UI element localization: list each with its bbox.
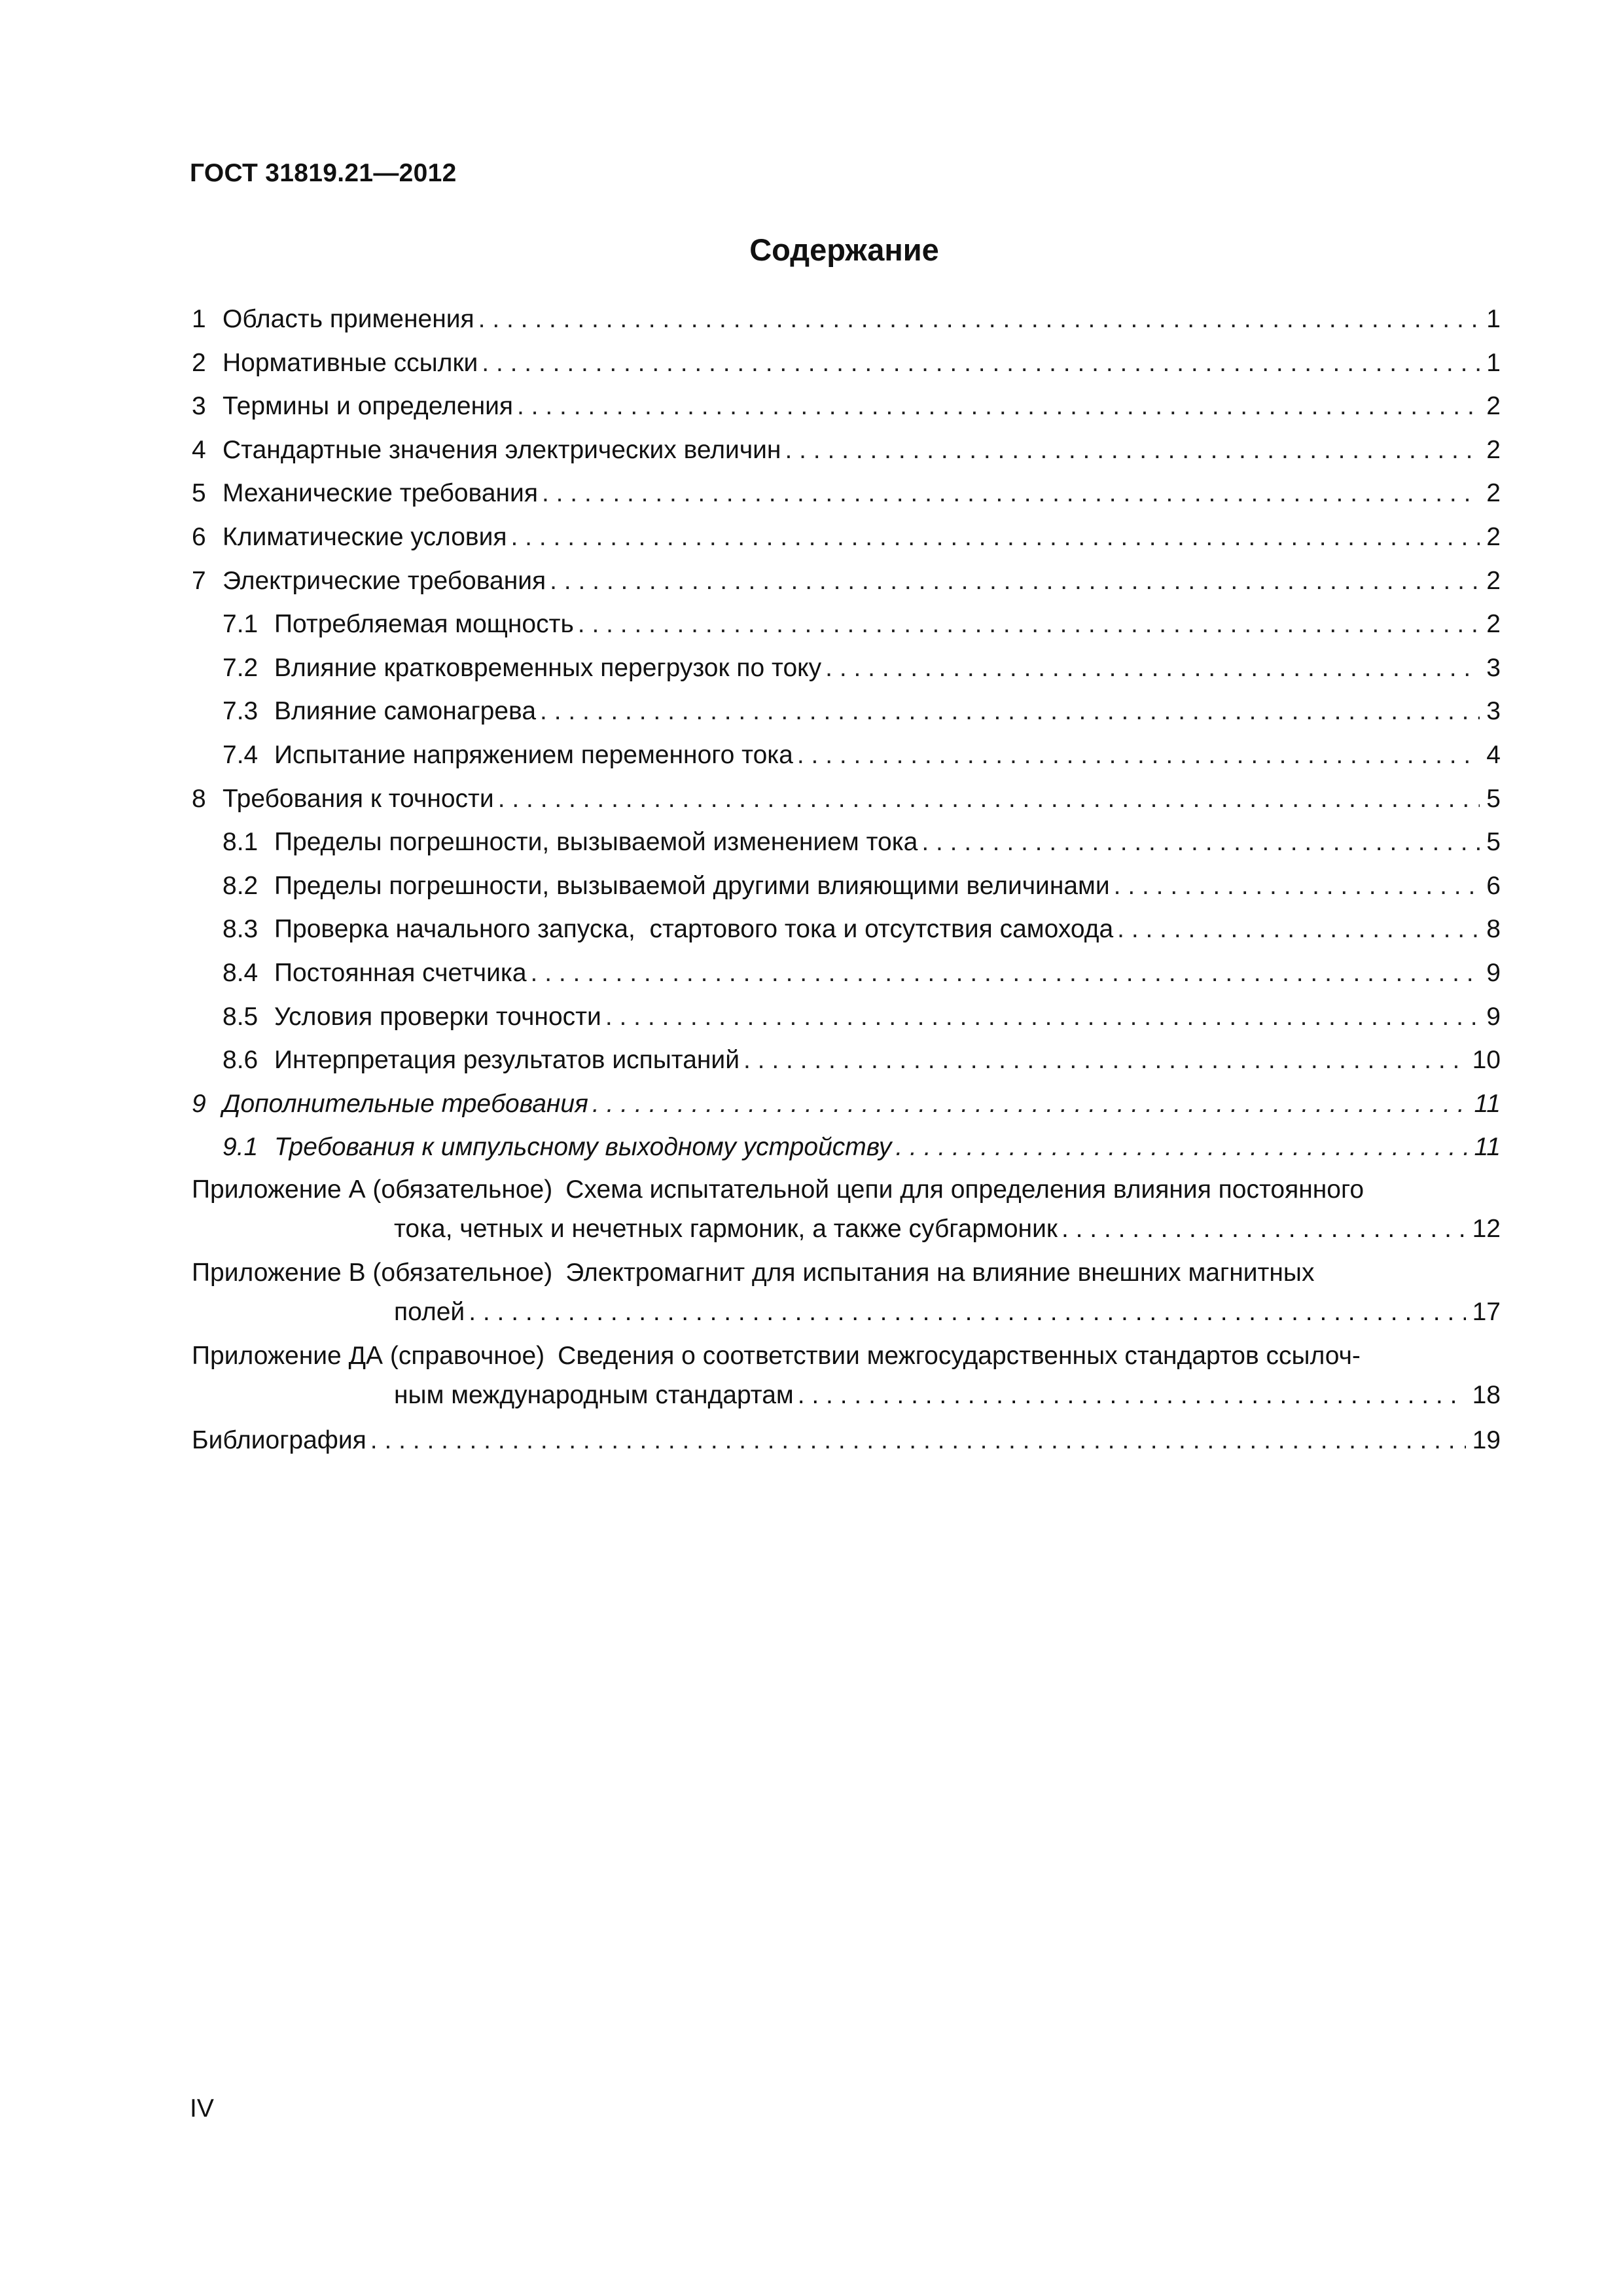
toc-entry-title: Механические требования xyxy=(223,479,538,508)
toc-entry-title: Электрические требования xyxy=(223,566,546,595)
toc-entry-page: 1 xyxy=(1486,305,1501,333)
toc-entry-number: 8.4 xyxy=(223,958,259,987)
toc-entry-number: 2 xyxy=(192,348,206,377)
page-folio: IV xyxy=(190,2094,214,2123)
toc-entry-title: Пределы погрешности, вызываемой другими влияющими величинами xyxy=(274,871,1110,900)
toc-subentry[interactable] xyxy=(192,647,1501,691)
toc-entry-title: Постоянная счетчика xyxy=(274,958,527,987)
leader-dots xyxy=(592,1083,1468,1126)
appendix-label: Приложение ДА (справочное) xyxy=(192,1341,545,1370)
leader-dots xyxy=(605,996,1480,1039)
leader-dots xyxy=(1114,865,1480,908)
toc-entry-page: 9 xyxy=(1486,958,1501,987)
toc-entry-page: 2 xyxy=(1486,522,1501,551)
document-code: ГОСТ 31819.21—2012 xyxy=(190,159,457,187)
toc-entry-number: 7 xyxy=(192,566,206,595)
toc-subentry[interactable] xyxy=(192,690,1501,734)
toc-entry-number: 6 xyxy=(192,522,206,551)
toc-appendix-entry[interactable] xyxy=(192,1336,1501,1417)
toc-entry[interactable] xyxy=(192,342,1501,386)
toc-subentry[interactable] xyxy=(192,1039,1501,1083)
toc-entry-title: Термины и определения xyxy=(223,392,514,421)
bibliography-title: Библиография xyxy=(192,1426,366,1454)
toc-entry-title: Влияние самонагрева xyxy=(274,697,537,726)
toc-entry-number: 8.1 xyxy=(223,828,259,857)
appendix-title-line1: Схема испытательной цепи для определения влияния постоянного xyxy=(565,1175,1364,1204)
appendix-title-line1: Электромагнит для испытания на влияние внешних магнитных xyxy=(565,1258,1315,1287)
toc-entry-page: 2 xyxy=(1486,392,1501,421)
appendix-label: Приложение А (обязательное) xyxy=(192,1175,553,1204)
leader-dots xyxy=(1117,908,1480,951)
toc-entry-page: 12 xyxy=(1472,1214,1501,1243)
leader-dots xyxy=(785,429,1480,472)
toc-entry-page: 2 xyxy=(1486,610,1501,639)
toc-entry-number: 4 xyxy=(192,435,206,464)
toc-entry-page: 3 xyxy=(1486,653,1501,682)
toc-entry-title: Проверка начального запуска, стартового тока и отсутствия самохода xyxy=(274,915,1114,944)
toc-entry[interactable] xyxy=(192,1083,1501,1126)
toc-entry-number: 8.6 xyxy=(223,1046,259,1075)
toc-entry-page: 6 xyxy=(1486,871,1501,900)
leader-dots xyxy=(550,560,1480,603)
toc-entry-title: Стандартные значения электрических величин xyxy=(223,435,781,464)
toc-entry-title: Требования к импульсному выходному устройству xyxy=(274,1133,892,1162)
leader-dots xyxy=(743,1039,1466,1082)
leader-dots xyxy=(478,298,1480,341)
toc-entry[interactable] xyxy=(192,560,1501,603)
leader-dots xyxy=(895,1126,1467,1169)
toc-entry[interactable] xyxy=(192,472,1501,516)
appendix-title-line2: тока, четных и нечетных гармоник, а также субгармоник xyxy=(394,1214,1058,1243)
toc-bibliography-entry[interactable] xyxy=(192,1419,1501,1463)
leader-dots xyxy=(517,385,1480,428)
toc-subentry[interactable] xyxy=(192,821,1501,865)
leader-dots xyxy=(798,1376,1466,1415)
leader-dots xyxy=(540,690,1480,733)
leader-dots xyxy=(542,472,1480,515)
toc-entry-page: 3 xyxy=(1486,697,1501,726)
toc-entry-number: 7.2 xyxy=(223,653,259,682)
table-of-contents xyxy=(192,298,1501,1462)
toc-entry[interactable] xyxy=(192,516,1501,560)
toc-entry-title: Дополнительные требования xyxy=(223,1089,588,1118)
toc-subentry[interactable] xyxy=(192,603,1501,647)
leader-dots xyxy=(511,516,1480,559)
toc-entry-title: Потребляемая мощность xyxy=(274,610,574,639)
leader-dots xyxy=(469,1293,1465,1332)
appendix-label: Приложение В (обязательное) xyxy=(192,1258,553,1287)
leader-dots xyxy=(482,342,1480,385)
appendix-title-line2: полей xyxy=(394,1297,465,1326)
toc-entry[interactable] xyxy=(192,429,1501,473)
toc-subentry[interactable] xyxy=(192,952,1501,996)
toc-entry-title: Испытание напряжением переменного тока xyxy=(274,740,793,769)
toc-subentry[interactable] xyxy=(192,996,1501,1039)
toc-entry-page: 11 xyxy=(1474,1133,1501,1162)
appendix-title-line2: ным международным стандартам xyxy=(394,1380,794,1409)
toc-entry-number: 8.3 xyxy=(223,915,259,944)
toc-appendix-entry[interactable] xyxy=(192,1170,1501,1251)
toc-entry-title: Условия проверки точности xyxy=(274,1002,601,1031)
toc-entry-title: Область применения xyxy=(223,305,474,333)
toc-entry-number: 9.1 xyxy=(223,1133,259,1162)
toc-entry-page: 5 xyxy=(1486,828,1501,857)
toc-entry-number: 8 xyxy=(192,784,206,813)
leader-dots xyxy=(797,734,1480,777)
toc-subentry[interactable] xyxy=(192,734,1501,778)
toc-appendix-entry[interactable] xyxy=(192,1253,1501,1334)
toc-entry-number: 1 xyxy=(192,305,206,333)
leader-dots xyxy=(825,647,1480,690)
toc-entry-page: 2 xyxy=(1486,435,1501,464)
toc-entry[interactable] xyxy=(192,298,1501,342)
toc-entry-page: 8 xyxy=(1486,915,1501,944)
toc-entry-page: 19 xyxy=(1472,1426,1501,1454)
leader-dots xyxy=(921,821,1480,864)
toc-entry-title: Пределы погрешности, вызываемой изменением тока xyxy=(274,828,918,857)
toc-entry-page: 4 xyxy=(1486,740,1501,769)
toc-entry-title: Интерпретация результатов испытаний xyxy=(274,1046,740,1075)
toc-entry-page: 2 xyxy=(1486,566,1501,595)
toc-entry-page: 17 xyxy=(1472,1297,1501,1326)
leader-dots xyxy=(498,778,1480,821)
leader-dots xyxy=(1061,1210,1466,1249)
toc-entry-number: 7.1 xyxy=(223,610,259,639)
toc-entry-page: 9 xyxy=(1486,1002,1501,1031)
toc-subentry[interactable] xyxy=(192,1126,1501,1170)
toc-entry-number: 5 xyxy=(192,479,206,508)
appendix-title-line1: Сведения о соответствии межгосударственных стандартов ссылоч- xyxy=(558,1341,1361,1370)
leader-dots xyxy=(578,603,1480,646)
toc-entry-title: Нормативные ссылки xyxy=(223,348,478,377)
toc-entry-page: 2 xyxy=(1486,479,1501,508)
toc-entry-page: 11 xyxy=(1474,1089,1501,1118)
leader-dots xyxy=(370,1419,1466,1462)
toc-entry-title: Требования к точности xyxy=(223,784,494,813)
toc-entry-number: 8.2 xyxy=(223,871,259,900)
toc-subentry[interactable] xyxy=(192,865,1501,908)
toc-entry-page: 18 xyxy=(1472,1380,1501,1409)
leader-dots xyxy=(531,952,1480,995)
toc-entry[interactable] xyxy=(192,778,1501,821)
toc-title: Содержание xyxy=(749,232,939,267)
toc-entry-page: 10 xyxy=(1472,1046,1501,1075)
toc-entry-number: 3 xyxy=(192,392,206,421)
toc-entry-title: Влияние кратковременных перегрузок по току xyxy=(274,653,822,682)
toc-entry[interactable] xyxy=(192,385,1501,429)
toc-entry-number: 9 xyxy=(192,1089,206,1118)
toc-entry-number: 8.5 xyxy=(223,1002,259,1031)
toc-entry-page: 5 xyxy=(1486,784,1501,813)
toc-entry-number: 7.4 xyxy=(223,740,259,769)
toc-subentry[interactable] xyxy=(192,908,1501,952)
toc-entry-number: 7.3 xyxy=(223,697,259,726)
toc-entry-title: Климатические условия xyxy=(223,522,507,551)
toc-entry-page: 1 xyxy=(1486,348,1501,377)
